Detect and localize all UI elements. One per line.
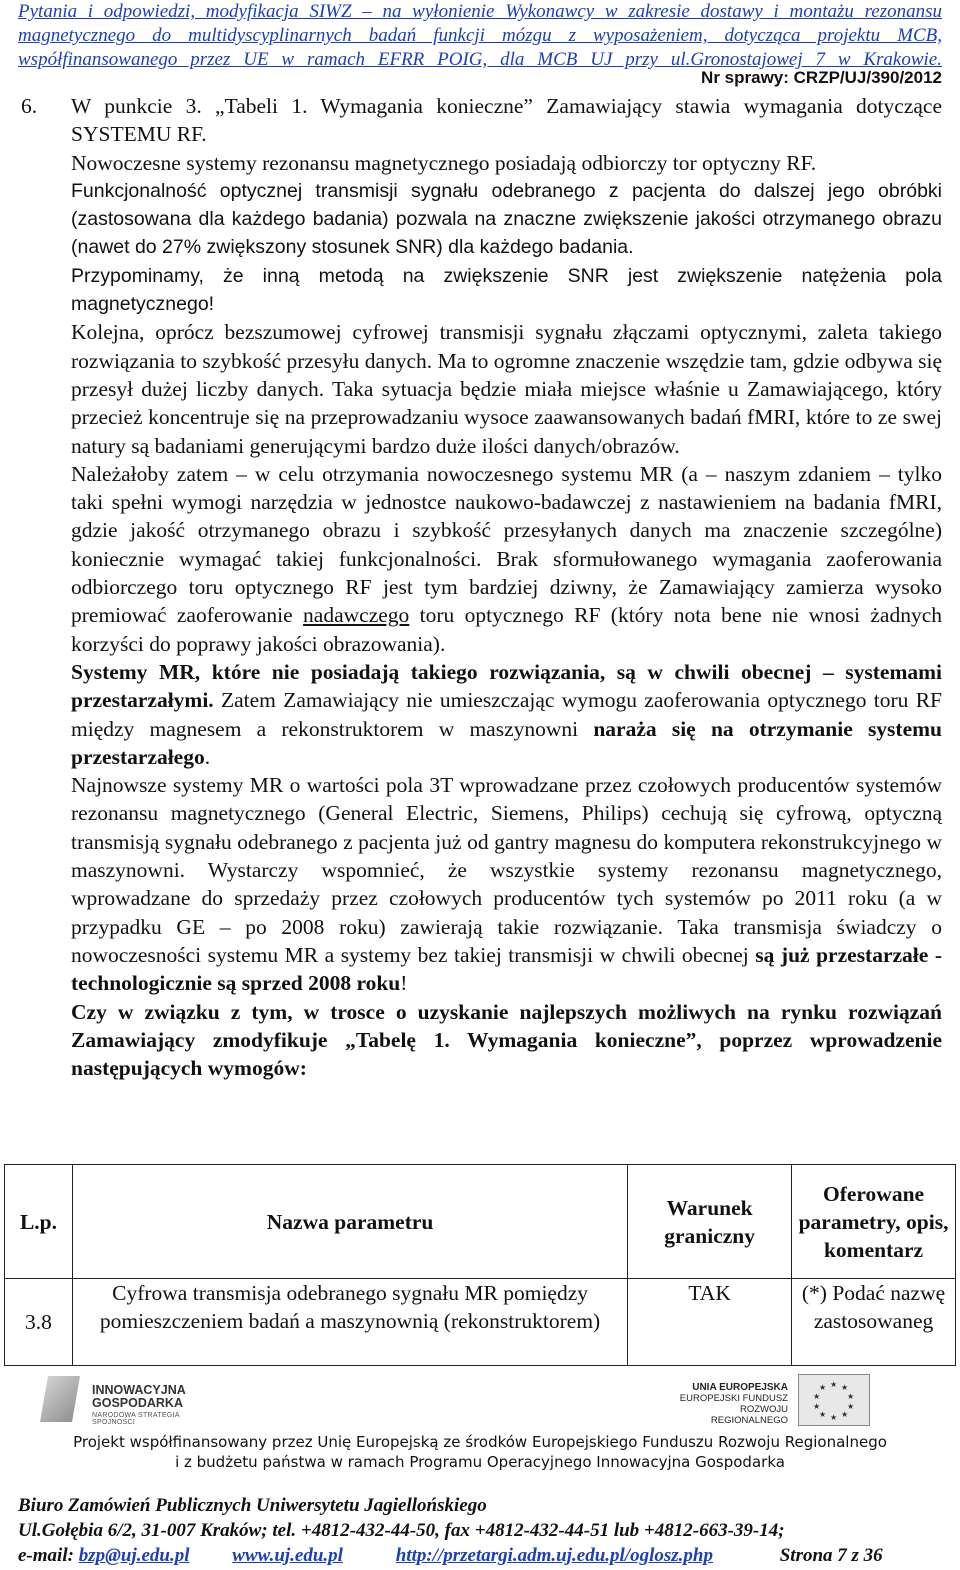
project-note-line-1: Projekt współfinansowany przez Unię Europejską ze środków Europejskiego Funduszu Rozwoju Regionalnego (73, 1433, 887, 1451)
page-footer (18, 1493, 942, 1568)
paragraph-9: Czy w związku z tym, w trosce o uzyskanie najlepszych możliwych na rynku rozwiązań Zamawiający zmodyfikuje „Tabelę 1. Wymagania konieczne”, poprzez wprowadzenie następujących wymogów: (71, 999, 942, 1081)
paragraph-item-6 (21, 92, 942, 149)
table-row (5, 1279, 956, 1366)
paragraph-6b: Brak sformułowanego wymagania zaoferowania odbiorczego toru optycznego RF jest tym bardziej dziwny, że Zamawiający zamierza wysoko premiować zaoferowanie (71, 546, 942, 628)
paragraph-5b: Ma to ogromne znaczenie wszędzie tam, gdzie odbywa się przesył dużej liczby danych. (71, 348, 943, 401)
header-line-2: magnetycznego do multidyscyplinarnych badań funkcji mózgu z wyposażeniem, dotycząca projektu MCB, (18, 25, 942, 46)
paragraph-6a: Należałoby zatem – w celu otrzymania nowoczesnego systemu MR (a – naszym zdaniem – tylko taki spełni wymogi narzędzia w jednostce naukowo-badawczej z nastawieniem na badania fMRI, gdzie jakość otrzymanego obrazu i szybkość przesyłanych danych ma znaczenie szczególne) koniecznie wymagać takiej funkcjonalności. (71, 461, 942, 571)
email-label: e-mail: (18, 1545, 74, 1566)
page-number: Strona 7 z 36 (779, 1545, 883, 1566)
ig-logo-icon (40, 1376, 80, 1422)
header-condition: Warunek graniczny (628, 1165, 792, 1279)
header-offered: Oferowane parametry, opis, komentarz (792, 1165, 956, 1279)
paragraph-2: Nowoczesne systemy rezonansu magnetycznego posiadają odbiorczy tor optyczny RF. (71, 150, 817, 175)
page-header (18, 0, 942, 72)
paragraph-8c: Taka transmisja świadczy o nowoczesności systemu MR a systemy bez takiej transmisji w chwili obecnej (71, 914, 942, 967)
tender-link[interactable]: http://przetargi.adm.uj.edu.pl/oglosz.php (395, 1545, 713, 1566)
paragraph-8b: Wystarczy wspomnieć, że wszystkie systemy rezonansu magnetycznego, wprowadzane do sprzedaży przez czołowych producentów tych systemów po 2011 roku (a w przypadku GE – po 2008 roku) zawierają takie rozwiązanie. (71, 858, 942, 939)
paragraph-7d: . (204, 744, 211, 769)
footer-logos (0, 1372, 960, 1432)
eu-logo (670, 1374, 870, 1428)
paragraph-6d: toru optycznego RF (który nota bene nie wnosi żadnych korzyści do poprawy jakości obrazowania). (71, 603, 943, 656)
header-line-1: Pytania i odpowiedzi, modyfikacja SIWZ – na wyłonienie Wykonawcy w zakresie dostawy i montażu rezonansu (18, 1, 942, 22)
underlined-word: nadawczego (303, 603, 410, 628)
cell-condition: TAK (628, 1279, 792, 1366)
cell-lp: 3.8 (5, 1279, 73, 1366)
paragraph-8e: ! (400, 971, 408, 996)
requirements-table (4, 1164, 956, 1366)
document-body (21, 92, 943, 1082)
paragraph-6 (71, 460, 942, 658)
header-lp: L.p. (5, 1165, 73, 1279)
paragraph-8 (71, 771, 942, 997)
ig-line-2: GOSPODARKA (92, 1396, 183, 1410)
paragraph-1: W punkcie 3. „Tabeli 1. Wymagania konieczne” Zamawiający stawia wymagania dotyczące SYSTEMU RF. (71, 94, 942, 147)
eu-line-1: UNIA EUROPEJSKA (692, 1382, 788, 1393)
paragraph-8d: są już przestarzałe - technologicznie są sprzed 2008 roku (71, 942, 942, 996)
paragraph-8a: Najnowsze systemy MR o wartości pola 3T wprowadzane przez czołowych producentów systemów rezonansu magnetycznego (General Electric, Siemens, Philips) cechują się cyfrową, optyczną transmisją sygnału odebranego z pacjenta już od gantry magnesu do komputera rekonstrukcyjnego w maszynowni. (71, 773, 942, 883)
paragraph-4: Przypominamy, że inną metodą na zwiększenie SNR jest zwiększenie natężenia pola magnetycznego! (71, 264, 942, 316)
header-line-3: współfinansowanego przez UE w ramach EFRR POIG, dla MCB UJ przy ul.Gronostajowej 7 w Krakowie. (18, 49, 942, 70)
item-number: 6. (21, 94, 38, 118)
eu-line-2: EUROPEJSKI FUNDUSZ (679, 1393, 788, 1404)
header-parameter-name: Nazwa parametru (72, 1165, 627, 1279)
ig-line-3: NARODOWA STRATEGIA SPÓJNOŚCI (92, 1412, 180, 1426)
eu-line-3: ROZWOJU REGIONALNEGO (710, 1404, 788, 1426)
paragraph-3: Funkcjonalność optycznej transmisji sygnału odebranego z pacjenta do dalszej jego obróbki (zastosowana dla każdego badania) pozwala na znaczne zwiększenie jakości otrzymanego obrazu (nawet do 27% zwiększony stosunek SNR) dla każdego badania. (71, 179, 942, 259)
case-number: Nr sprawy: CRZP/UJ/390/2012 (701, 68, 942, 87)
ig-line-1: INNOWACYJNA (92, 1383, 186, 1397)
email-link[interactable]: bzp@uj.edu.pl (78, 1545, 190, 1566)
footer-office: Biuro Zamówień Publicznych Uniwersytetu Jagiellońskiego (18, 1495, 487, 1516)
cell-offered: (*) Podać nazwę zastosowaneg (792, 1279, 956, 1366)
paragraph-7a: Systemy MR, które nie posiadają takiego rozwiązania, są w chwili obecnej – systemami przestarzałymi. (71, 659, 942, 713)
footer-links (18, 1543, 942, 1568)
innowacyjna-gospodarka-logo (40, 1376, 200, 1426)
table-header-row (5, 1165, 956, 1279)
website-link[interactable]: www.uj.edu.pl (232, 1545, 343, 1566)
paragraph-5 (71, 318, 942, 459)
paragraph-5c: Taka sytuacja będzie miała miejsce właśnie u Zamawiającego, który przecież koncentruje się na przeprowadzaniu wysoce zaawansowanych badań fMRI, które to ze swej natury są badaniami generującymi bardzo duże ilości danych/obrazów. (71, 376, 942, 458)
project-note-line-2: i z budżetu państwa w ramach Programu Operacyjnego Innowacyjna Gospodarka (175, 1453, 785, 1471)
footer-address: Ul.Gołębia 6/2, 31-007 Kraków; tel. +4812-432-44-50, fax +4812-432-44-51 lub +4812-663-39-14; (18, 1520, 785, 1541)
paragraph-7c: naraża się na otrzymanie systemu przestarzałego (71, 716, 942, 769)
paragraph-5a: Kolejna, oprócz bezszumowej cyfrowej transmisji sygnału złączami optycznymi, zaleta takiego rozwiązania to szybkość przesyłu danych. (71, 320, 942, 373)
paragraph-7 (71, 658, 942, 771)
project-cofinancing-note (0, 1432, 960, 1472)
eu-flag-icon: ★ ★ ★ ★ ★ ★ ★ ★ ★ ★ (798, 1374, 870, 1426)
cell-parameter-name: Cyfrowa transmisja odebranego sygnału MR pomiędzy pomieszczeniem badań a maszynownią (rekonstruktorem) (72, 1279, 627, 1366)
paragraph-7b: Zatem Zamawiający nie umieszczając wymogu zaoferowania optycznego toru RF między magnesem a rekonstruktorem w maszynowni (71, 688, 942, 741)
